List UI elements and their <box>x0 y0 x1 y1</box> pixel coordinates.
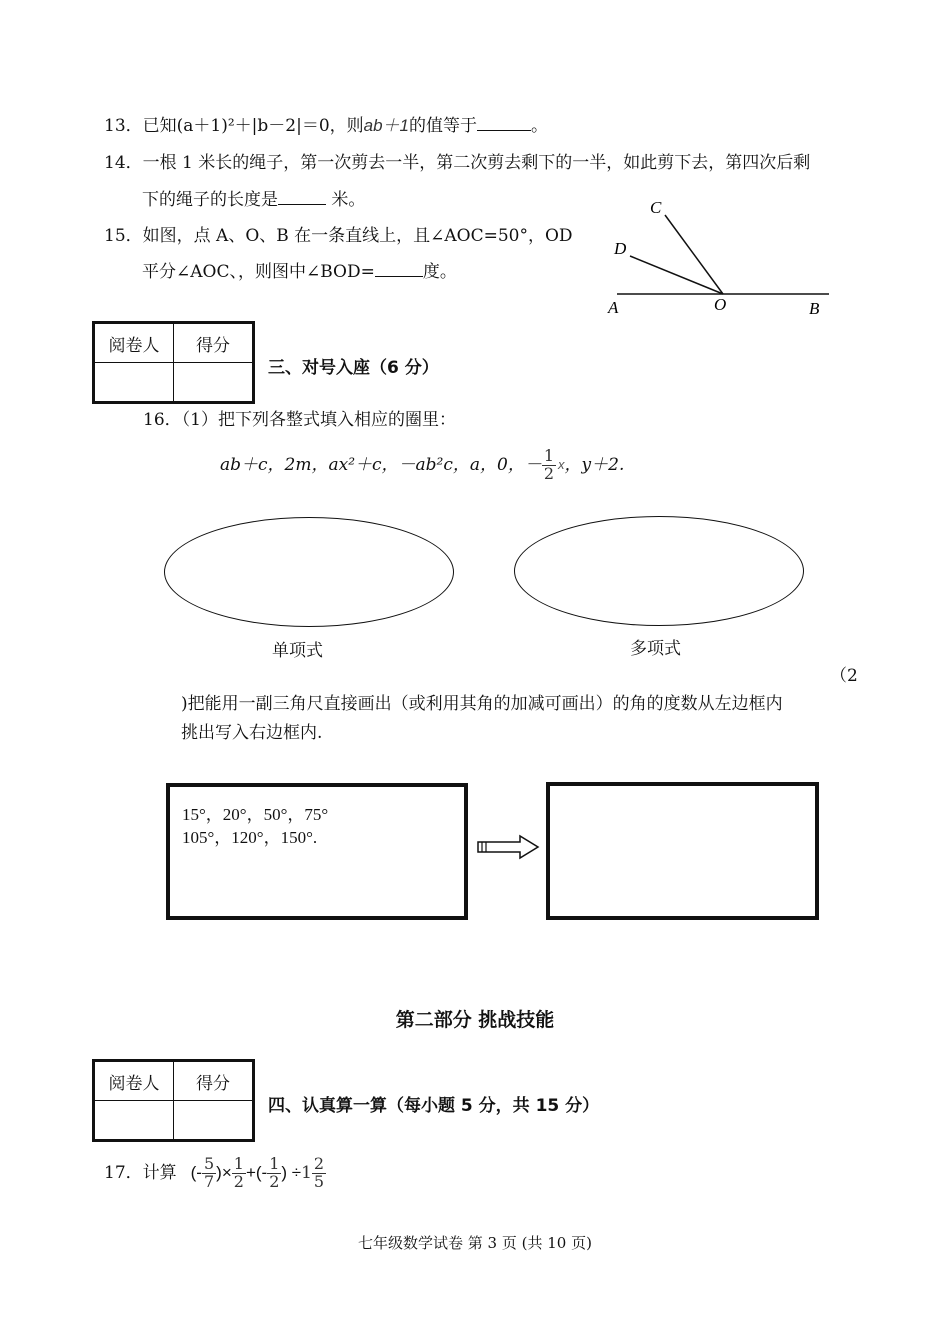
q13-suffix: 的值等于 <box>409 116 478 136</box>
polynomial-circle <box>514 516 804 626</box>
right-arrow-icon <box>476 834 544 860</box>
page-footer: 七年级数学试卷 第 3 页 (共 10 页) <box>358 1234 592 1252</box>
question-14-line2: 下的绳子的长度是 米。 <box>142 190 366 210</box>
q13-expr: ab＋1 <box>363 116 410 135</box>
fraction-2-5: $\frac{2}{5}$ <box>313 1153 325 1191</box>
fraction-1-2: $\frac{1}{2}$ <box>233 1153 244 1191</box>
answer-blank <box>278 190 326 205</box>
question-15-line1: 15．如图，点 A、O、B 在一条直线上，且∠AOC=50°，OD <box>104 226 573 246</box>
fraction-1-2-b: $\frac{1}{2}$ <box>269 1153 280 1191</box>
grader-header: 阅卷人 <box>94 1061 174 1101</box>
q13-prefix: 已知(a＋1)²＋|b－2|＝0，则 <box>142 116 364 136</box>
score-table-section3 <box>92 321 255 404</box>
answer-blank <box>477 116 531 131</box>
score-cell <box>174 363 254 403</box>
q16-part2-line2: 挑出写入右边框内. <box>181 723 323 743</box>
label-D: D <box>614 239 627 258</box>
grader-header: 阅卷人 <box>94 323 174 363</box>
angle-figure <box>590 190 850 330</box>
section-4-title: 四、认真算一算（每小题 5 分，共 15 分） <box>268 1096 600 1116</box>
score-table-section4 <box>92 1059 255 1142</box>
fraction-5-7: $\frac{5}{7}$ <box>203 1153 215 1191</box>
label-A: A <box>608 298 619 317</box>
q16-part2-line1: )把能用一副三角尺直接画出（或利用其角的加减可画出）的角的度数从左边框内 <box>181 694 783 714</box>
question-14-line1: 14．一根 1 米长的绳子，第一次剪去一半，第二次剪去剩下的一半，如此剪下去，第四次后剩 <box>104 153 811 173</box>
part-2-title: 第二部分 挑战技能 <box>395 1009 555 1031</box>
score-cell <box>174 1101 254 1141</box>
polynomial-label: 多项式 <box>630 639 681 659</box>
question-15-line2: 平分∠AOC、，则图中∠BOD= 度。 <box>142 262 457 282</box>
answer-blank <box>375 262 423 277</box>
score-header: 得分 <box>174 323 254 363</box>
question-17: 17． 计算 (- $\frac{5}{7}$ )× $\frac{1}{2}$ +(- $\frac{1}{2}$ ) ÷ 1 $\frac{2}{5}$ <box>104 1153 325 1191</box>
monomial-label: 单项式 <box>272 641 323 661</box>
label-O: O <box>714 295 727 314</box>
label-B: B <box>809 299 820 318</box>
label-C: C <box>650 198 662 217</box>
question-16-part1: 16．（1）把下列各整式填入相应的圈里： <box>143 410 456 430</box>
q16-part2-open: （2 <box>830 666 858 686</box>
angles-list: 15°，20°，50°，75° 105°，120°，150°. <box>182 805 329 847</box>
score-header: 得分 <box>174 1061 254 1101</box>
section-3-title: 三、对号入座（6 分） <box>268 358 439 378</box>
grader-cell <box>94 363 174 403</box>
grader-cell <box>94 1101 174 1141</box>
monomial-circle <box>164 517 454 627</box>
fraction-one-half: $\frac{1}{2}$ <box>543 445 555 483</box>
q16-expressions: ab＋c，2m，ax²＋c，－ab²c，a，0，－ $\frac{1}{2}$ x ，y＋2. <box>220 445 625 483</box>
question-13: 13．已知(a＋1)²＋|b－2|＝0，则ab＋1的值等于 。 <box>104 116 549 136</box>
angles-answer-box <box>546 782 819 920</box>
